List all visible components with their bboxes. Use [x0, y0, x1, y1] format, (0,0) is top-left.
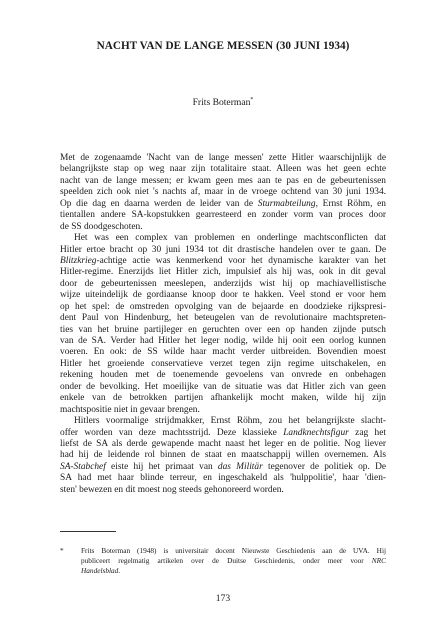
body-line: voeren. En ook: de SS wilde haar macht verder uitbreiden. Bovendien moest: [60, 347, 386, 358]
italic-text: NRC: [371, 555, 386, 565]
body-line: rekening houden met de toenemende gevoelens van onvrede en onbehagen: [60, 370, 386, 381]
italic-text: SA-Stabchef: [60, 461, 106, 472]
author-name: Frits Boterman: [192, 97, 251, 108]
body-line: Hitlers voormalige strijdmakker, Ernst Röhm, zou het belangrijkste slacht-: [74, 416, 386, 427]
body-line: wijze uiteindelijk de gordiaanse knoop door te hakken. Veel stond er voor hem: [60, 290, 386, 301]
body-line: had hij de leidende rol binnen de staat en maatschappij willen overnemen. Als: [60, 450, 386, 461]
footnote-marker: *: [60, 546, 64, 555]
text-segment: eiste hij het primaat van: [105, 461, 218, 472]
text-segment: Frits Boterman (1948) is universitair docent Nieuwste Geschiedenis aan de UVA. Hij: [81, 546, 386, 555]
italic-text: Landknechtsfigur: [283, 427, 349, 438]
footnote-divider: [60, 531, 116, 532]
footnote-line: [81, 556, 386, 566]
text-segment: -achtige actie was kenmerkend voor het dynamische karakter van het: [96, 255, 386, 266]
text-segment: tegenover de politiek op. De: [262, 461, 387, 472]
article-body: [60, 153, 386, 496]
body-line: Hitler ertoe bracht op 30 juni 1934 tot dit drastische handelen over te gaan. De: [60, 244, 386, 255]
body-line: [60, 462, 386, 473]
body-line: Met de zogenaamde 'Nacht van de lange messen' zette Hitler waarschijnlijk de: [60, 153, 386, 163]
body-line: speelden zich ook niet 's nachts af, maar in de vroege ochtend van 30 juni 1934.: [60, 187, 386, 198]
footnote-reference-marker: *: [250, 96, 254, 103]
text-segment: offer worden van deze machtsstrijd. Deze klassieke: [60, 427, 284, 438]
body-line: nacht van de lange messen; er kwam geen mes aan te pas en de gebeurtenissen: [60, 175, 386, 186]
text-segment: Op die dag en daarna werden de leider van de: [60, 198, 258, 209]
body-line: [60, 256, 386, 267]
author-byline: [40, 97, 406, 108]
body-line: liefst de SA als derde gewapende macht naast het leger en de politie. Nog liever: [60, 438, 386, 449]
italic-text: das Militär: [217, 461, 263, 472]
footnote-line: [81, 546, 386, 556]
body-line: sten' bewezen en dit moest nog steeds gehonoreerd worden.: [60, 484, 284, 495]
body-line: van de SA. Verder had Hitler het leger nodig, wilde hij ooit een oorlog kunnen: [60, 336, 386, 346]
body-line: [60, 199, 386, 210]
text-segment: .: [118, 565, 121, 575]
body-line: onder de bevolking. Het moeilijke van de situatie was dat Hitler zich van geen: [60, 381, 386, 392]
body-line: dent Paul von Hindenburg, het beteugelen van de revolutionaire machtspreten-: [60, 313, 386, 324]
body-line: de SS doodgeschoten.: [60, 221, 143, 232]
body-line: tientallen andere SA-kopstukken gearresteerd en zonder vorm van proces door: [60, 210, 386, 221]
body-line: machtspositie niet in gevaar brengen.: [60, 404, 200, 415]
body-line: Het was een complex van problemen en onderlinge machtsconflicten dat: [74, 233, 386, 244]
footnote-line: [81, 566, 386, 576]
text-segment: publiceert regelmatig artikelen over de Duitse Geschiedenis, onder meer voor: [81, 555, 372, 565]
body-line: enkele van de betrokken partijen afhankelijk mocht maken, wilde hij zijn: [60, 393, 386, 404]
body-line: Hitler-regime. Enerzijds liet Hitler zich, impulsief als hij was, ook in dit geval: [60, 267, 386, 278]
italic-text: Blitzkrieg: [60, 255, 97, 266]
footnote-text: [81, 546, 386, 575]
italic-text: Handelsblad: [81, 565, 119, 575]
body-line: SA had met haar blinde terreur, en ingeschakeld als 'hulppolitie', haar 'dien-: [60, 473, 386, 484]
italic-text: Sturmabteilung: [257, 198, 316, 209]
body-line: op het spel: de omstreden opvolging van de bejaarde en doodzieke rijkspresi-: [60, 301, 386, 312]
article-title: NACHT VAN DE LANGE MESSEN (30 JUNI 1934): [96, 40, 350, 52]
body-line: Hitler het groeiende conservatieve verzet tegen zijn regime uitschakelen, en: [60, 358, 386, 369]
text-segment: zag het: [348, 427, 386, 438]
page-number: 173: [215, 593, 231, 604]
body-line: door de gebeurtenissen meeslepen, anderzijds wist hij op machiavellistische: [60, 278, 386, 289]
body-line: belangrijkste stap op weg naar zijn totalitaire staat. Alleen was het geen echte: [60, 164, 386, 175]
text-segment: , Ernst Röhm, en: [315, 198, 386, 209]
body-line: ties van het bruine partijleger en geruchten over een op handen zijnde putsch: [60, 324, 386, 335]
body-line: [60, 428, 386, 439]
